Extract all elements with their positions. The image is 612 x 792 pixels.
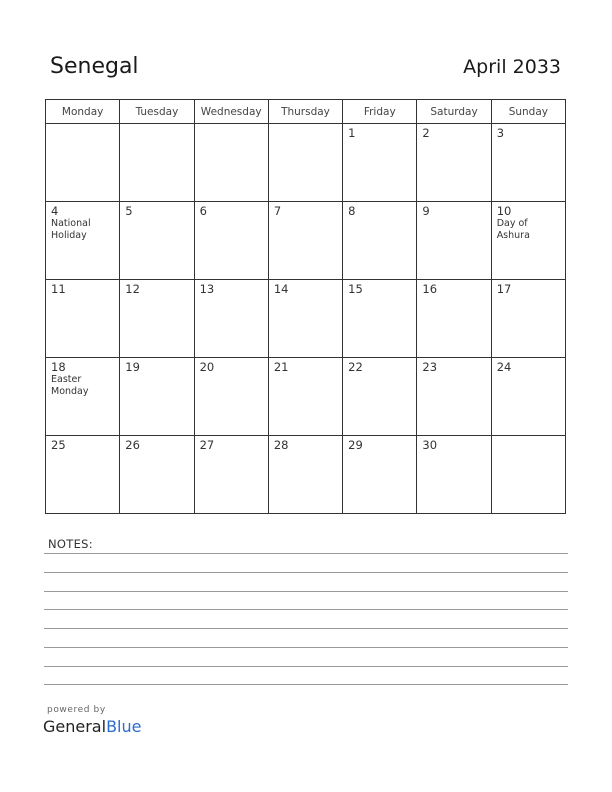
day-cell — [268, 358, 342, 436]
day-cell — [491, 358, 565, 436]
day-number: 5 — [125, 204, 133, 218]
week-row-3 — [46, 280, 566, 358]
day-cell — [120, 358, 194, 436]
day-number: 20 — [199, 360, 215, 374]
day-cell — [46, 358, 120, 436]
weekday-friday: Friday — [343, 100, 417, 124]
day-number — [120, 124, 193, 127]
notes-label: NOTES: — [48, 537, 93, 551]
day-number: 7 — [273, 204, 282, 218]
notes-line — [44, 628, 568, 629]
day-cell — [194, 124, 268, 202]
day-cell — [268, 436, 342, 514]
day-cell — [194, 358, 268, 436]
day-cell — [120, 202, 194, 280]
holiday-day-of-ashura: Day of Ashura — [496, 218, 530, 241]
day-number: 12 — [125, 282, 140, 296]
week-row-1 — [46, 124, 566, 202]
day-number: 21 — [273, 360, 289, 374]
day-number: 23 — [422, 360, 438, 374]
weekday-saturday: Saturday — [417, 100, 491, 124]
day-cell — [417, 436, 491, 514]
day-cell — [343, 124, 417, 202]
day-number: 24 — [496, 360, 512, 374]
day-number: 13 — [199, 282, 215, 296]
day-cell — [120, 124, 194, 202]
notes-line — [44, 591, 568, 592]
day-number: 30 — [422, 438, 438, 452]
day-number: 25 — [51, 438, 66, 452]
day-number: 8 — [348, 204, 356, 218]
week-row-5 — [46, 436, 566, 514]
day-number: 11 — [51, 282, 66, 296]
day-cell — [268, 202, 342, 280]
day-number: 14 — [273, 282, 289, 296]
notes-line — [44, 647, 568, 648]
day-number: 27 — [199, 438, 215, 452]
month-year-title: April 2033 — [463, 56, 561, 78]
generalblue-logo[interactable] — [43, 717, 141, 736]
holiday-national-holiday: National Holiday — [51, 218, 91, 241]
notes-line — [44, 572, 568, 573]
day-number — [46, 124, 119, 127]
day-number: 28 — [273, 438, 289, 452]
notes-line — [44, 666, 568, 667]
day-cell — [46, 124, 120, 202]
brand-general: General — [43, 717, 107, 736]
week-row-4 — [46, 358, 566, 436]
calendar-grid — [45, 99, 566, 514]
powered-by-text: powered by — [47, 705, 106, 715]
day-cell — [120, 436, 194, 514]
day-number: 22 — [348, 360, 363, 374]
day-number: 2 — [422, 126, 430, 140]
week-row-2 — [46, 202, 566, 280]
day-cell — [46, 436, 120, 514]
day-number: 9 — [422, 204, 430, 218]
weekday-wednesday: Wednesday — [194, 100, 268, 124]
day-cell — [417, 202, 491, 280]
day-cell — [343, 202, 417, 280]
weekday-thursday: Thursday — [268, 100, 342, 124]
day-cell — [194, 202, 268, 280]
holiday-easter-monday: Easter Monday — [51, 374, 89, 397]
day-cell — [343, 358, 417, 436]
day-cell — [46, 202, 120, 280]
day-number — [269, 124, 342, 127]
weekday-tuesday: Tuesday — [120, 100, 194, 124]
day-number: 3 — [496, 126, 505, 140]
day-cell — [491, 124, 565, 202]
day-cell — [268, 280, 342, 358]
weekday-header-row — [46, 100, 566, 124]
weekday-monday: Monday — [46, 100, 120, 124]
day-cell — [194, 436, 268, 514]
day-number: 15 — [348, 282, 363, 296]
day-number: 1 — [348, 126, 356, 140]
day-cell — [194, 280, 268, 358]
weekday-sunday: Sunday — [491, 100, 565, 124]
day-cell — [268, 124, 342, 202]
day-cell — [491, 280, 565, 358]
day-cell — [343, 436, 417, 514]
country-title: Senegal — [50, 54, 139, 79]
day-cell — [491, 436, 565, 514]
notes-line — [44, 609, 568, 610]
day-cell — [491, 202, 565, 280]
day-number: 19 — [125, 360, 140, 374]
day-number: 29 — [348, 438, 363, 452]
day-number: 6 — [199, 204, 207, 218]
day-number: 17 — [496, 282, 512, 296]
day-number: 26 — [125, 438, 140, 452]
day-cell — [417, 124, 491, 202]
day-cell — [417, 280, 491, 358]
day-number: 18 — [51, 360, 66, 374]
day-number: 16 — [422, 282, 438, 296]
day-number — [492, 436, 565, 439]
day-cell — [417, 358, 491, 436]
day-cell — [343, 280, 417, 358]
day-number — [195, 124, 268, 127]
day-number: 10 — [496, 204, 512, 218]
day-cell — [46, 280, 120, 358]
day-cell — [120, 280, 194, 358]
brand-blue: Blue — [106, 717, 142, 736]
notes-line — [44, 553, 568, 554]
notes-line — [44, 684, 568, 685]
day-number: 4 — [51, 204, 59, 218]
